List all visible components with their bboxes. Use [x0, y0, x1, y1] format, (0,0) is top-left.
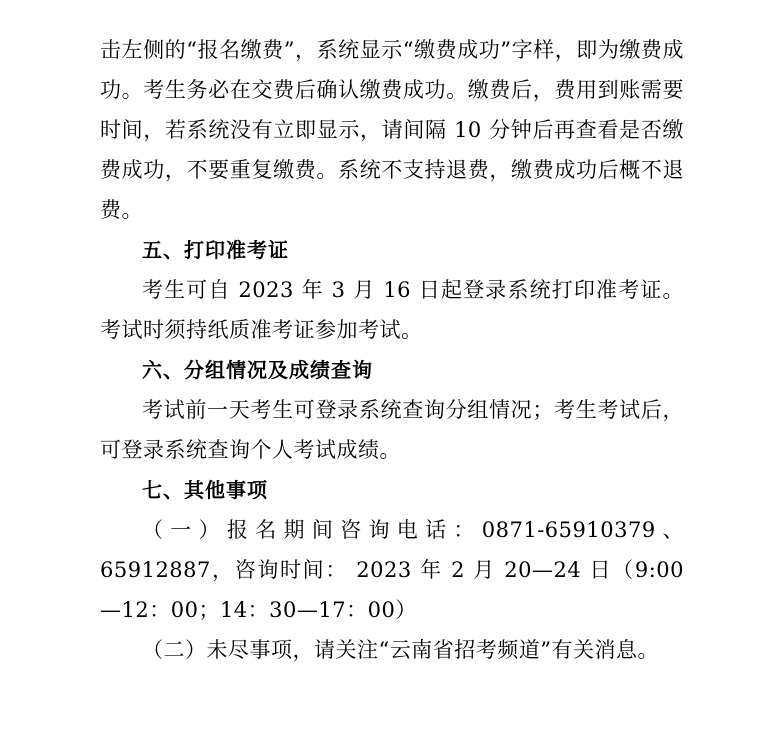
payment-paragraph: 击左侧的“报名缴费”，系统显示“缴费成功”字样，即为缴费成功。考生务必在交费后确认缴费成功。缴费后，费用到账需要时间，若系统没有立即显示，请间隔 10 分钟后再查看是否缴费成功，不要重复缴费。系统不支持退费，缴费成功后概不退费。	[100, 38, 684, 222]
consultation-info-paragraph: （一）报名期间咨询电话：0871-65910379、65912887，咨询时间： 2023 年 2 月 20—24 日（9:00—12：00；14：30—17：00）	[100, 518, 684, 622]
other-notice-paragraph: （二）未尽事项，请关注“云南省招考频道”有关消息。	[142, 638, 659, 662]
grouping-scores-paragraph: 考试前一天考生可登录系统查询分组情况；考生考试后，可登录系统查询个人考试成绩。	[100, 398, 684, 462]
print-ticket-paragraph: 考生可自 2023 年 3 月 16 日起登录系统打印准考证。考试时须持纸质准考证参加考试。	[100, 278, 684, 342]
section-heading-other-matters: 七、其他事项	[142, 478, 268, 502]
section-heading-print-ticket: 五、打印准考证	[142, 238, 289, 262]
document-body	[100, 30, 684, 670]
section-heading-grouping-scores: 六、分组情况及成绩查询	[142, 358, 373, 382]
